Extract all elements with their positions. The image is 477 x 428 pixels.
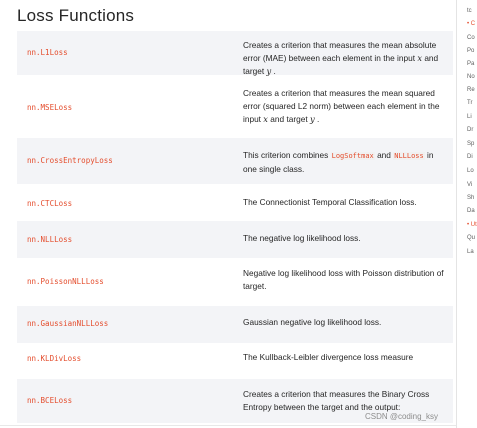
toc-item[interactable]: Dr: [467, 127, 474, 133]
toc-item[interactable]: Tr: [467, 100, 473, 106]
loss-description: The Connectionist Temporal Classification loss.: [243, 197, 417, 207]
toc-item[interactable]: Pa: [467, 61, 475, 67]
toc-item[interactable]: Di: [467, 154, 473, 160]
loss-description: Negative log likelihood loss with Poisson distribution of target.: [243, 268, 444, 291]
divider: [0, 425, 456, 426]
toc-item[interactable]: Co: [467, 35, 475, 41]
table-row: [17, 306, 453, 343]
toc-item[interactable]: No: [467, 74, 475, 80]
loss-link[interactable]: nn.MSELoss: [27, 103, 73, 112]
sidebar-divider: [456, 0, 457, 428]
table-row: [17, 343, 453, 379]
loss-link[interactable]: nn.L1Loss: [27, 48, 68, 57]
watermark: CSDN @coding_ksy: [364, 412, 438, 421]
loss-link[interactable]: nn.CTCLoss: [27, 199, 73, 208]
table-row: [17, 184, 453, 221]
loss-link[interactable]: nn.GaussianNLLLoss: [27, 319, 109, 328]
toc-item[interactable]: • Ut: [467, 222, 477, 228]
loss-description: The negative log likelihood loss.: [243, 233, 361, 243]
toc-item[interactable]: Sp: [467, 141, 475, 147]
nllloss-link[interactable]: NLLLoss: [394, 152, 424, 160]
table-row: [17, 138, 453, 184]
toc-item[interactable]: Da: [467, 208, 475, 214]
loss-description: Creates a criterion that measures the Binary Cross Entropy between the target and the output:: [243, 389, 430, 412]
table-row: [17, 258, 453, 306]
loss-link[interactable]: nn.CrossEntropyLoss: [27, 156, 113, 165]
loss-link[interactable]: nn.PoissonNLLLoss: [27, 277, 104, 286]
loss-description: Gaussian negative log likelihood loss.: [243, 317, 382, 327]
toc-item[interactable]: tc: [467, 8, 472, 14]
loss-description: Creates a criterion that measures the mean absolute error (MAE) between each element in the input x and target y .: [243, 40, 439, 76]
table-row: [17, 31, 453, 75]
toc-item[interactable]: Lo: [467, 168, 474, 174]
toc-item[interactable]: Qu: [467, 235, 476, 241]
table-row: [17, 221, 453, 258]
loss-description: Creates a criterion that measures the mean squared error (squared L2 norm) between each element in the input x and target y .: [243, 88, 440, 124]
table-row: [17, 75, 453, 138]
toc-item[interactable]: Po: [467, 48, 475, 54]
loss-description: This criterion combines LogSoftmax and NLLLoss in one single class.: [243, 150, 434, 174]
toc-sidebar: [459, 0, 477, 428]
toc-item[interactable]: Li: [467, 114, 472, 120]
logsoftmax-link[interactable]: LogSoftmax: [331, 152, 374, 160]
page-title: Loss Functions: [17, 6, 135, 25]
loss-link[interactable]: nn.KLDivLoss: [27, 354, 82, 363]
toc-item[interactable]: Vi: [467, 182, 473, 188]
toc-item[interactable]: Re: [467, 87, 475, 93]
loss-link[interactable]: nn.NLLLoss: [27, 235, 73, 244]
toc-item[interactable]: La: [467, 249, 474, 255]
toc-item[interactable]: Sh: [467, 195, 475, 201]
toc-item[interactable]: • C: [467, 21, 476, 27]
loss-link[interactable]: nn.BCELoss: [27, 396, 73, 405]
loss-description: The Kullback-Leibler divergence loss measure: [243, 352, 414, 362]
